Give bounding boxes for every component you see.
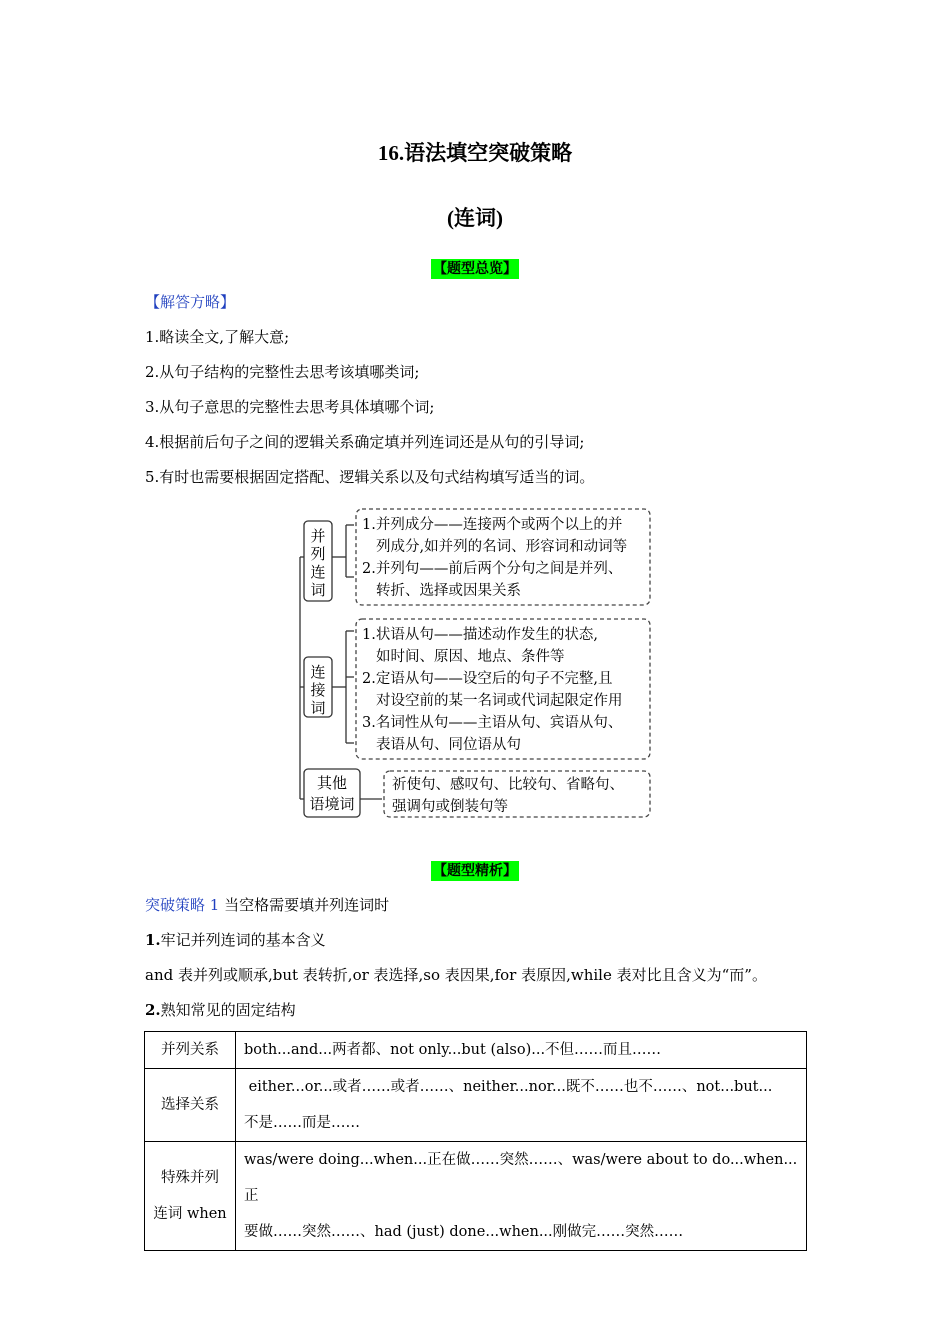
branch3-detail-1: 祈使句、感叹句、比较句、省略句、: [392, 777, 624, 793]
branch2-detail-5: 3.名词性从句——主语从句、宾语从句、: [362, 715, 623, 731]
table-row: [145, 1032, 807, 1069]
branch1-label-2: 列: [310, 545, 326, 563]
branch2-detail-1: 1.状语从句——描述动作发生的状态,: [362, 627, 598, 643]
page-title: 16.语法填空突破策略: [377, 141, 573, 165]
table-value-cell: [236, 1069, 807, 1142]
branch1-detail-1: 1.并列成分——连接两个或两个以上的并: [362, 517, 623, 533]
branch2-detail-4: 对设空前的某一名词或代词起限定作用: [376, 693, 623, 709]
branch2-label-2: 接: [310, 681, 326, 699]
table-row: [145, 1142, 807, 1251]
point2-number: 2.: [145, 1001, 161, 1019]
branch3-label-2: 语境词: [309, 795, 355, 813]
point1-body: and 表并列或顺承,but 表转折,or 表选择,so 表因果,for 表原因,while 表对比且含义为“而”。: [145, 966, 767, 984]
branch2-label-3: 词: [310, 699, 326, 717]
point1-title: 牢记并列连词的基本含义: [160, 931, 326, 949]
table-key-cell: [145, 1142, 236, 1251]
branch1-detail-4: 转折、选择或因果关系: [376, 583, 521, 599]
table-value-line: either...or...或者……或者……、neither...nor...既不……也不……、not...but...: [244, 1079, 773, 1095]
analysis-tag: [0, 860, 950, 880]
branch1-detail-3: 2.并列句——前后两个分句之间是并列、: [362, 561, 623, 577]
fixed-structure-table: [144, 1031, 807, 1251]
page-subtitle: (连词): [447, 206, 503, 230]
table-key-cell: 并列关系: [145, 1032, 236, 1069]
branch3-label-1: 其他: [316, 774, 348, 792]
strategy1-text: 当空格需要填并列连词时: [219, 896, 390, 914]
branch2-detail-3: 2.定语从句——设空后的句子不完整,且: [362, 671, 613, 687]
answer-strategy-heading: 【解答方略】: [145, 293, 236, 311]
branch1-label-3: 连: [310, 563, 326, 581]
table-value-line: 要做……突然……、had (just) done...when...刚做完……突然……: [244, 1224, 684, 1240]
table-value-line: 不是……而是……: [244, 1115, 360, 1131]
table-key-line: 连词 when: [153, 1206, 227, 1222]
branch2-label-1: 连: [310, 663, 326, 681]
branch2-detail-2: 如时间、原因、地点、条件等: [376, 649, 565, 665]
branch1-label-4: 词: [310, 581, 326, 599]
strategy-step-2: 2.从句子结构的完整性去思考该填哪类词;: [145, 363, 420, 381]
branch1-detail-2: 列成分,如并列的名词、形容词和动词等: [376, 539, 628, 555]
strategy1-heading: [145, 894, 389, 915]
branch3-detail-2: 强调句或倒装句等: [392, 799, 508, 815]
strategy-step-5: 5.有时也需要根据固定搭配、逻辑关系以及句式结构填写适当的词。: [145, 468, 595, 486]
table-value-line: both...and...两者都、not only...but (also)...不但……而且……: [244, 1042, 662, 1058]
overview-tag-text: 【题型总览】: [433, 261, 517, 277]
table-value-cell: [236, 1142, 807, 1251]
table-value-line: was/were doing...when...正在做……突然……、was/were about to do...when...正: [244, 1152, 798, 1204]
point2-heading: [145, 999, 296, 1020]
table-row: [145, 1069, 807, 1142]
table-key-cell: 选择关系: [145, 1069, 236, 1142]
table-key-line: 特殊并列: [161, 1170, 219, 1186]
strategy1-label: 突破策略 1: [145, 896, 220, 914]
strategy-step-4: 4.根据前后句子之间的逻辑关系确定填并列连词还是从句的引导词;: [145, 433, 585, 451]
point1-number: 1.: [145, 931, 161, 949]
point2-title: 熟知常见的固定结构: [160, 1001, 296, 1019]
analysis-tag-text: 【题型精析】: [433, 863, 517, 879]
branch2-detail-6: 表语从句、同位语从句: [376, 737, 521, 753]
branch1-label-1: 并: [310, 527, 326, 545]
conjunction-mind-map: [290, 505, 660, 825]
overview-tag: [0, 258, 950, 278]
strategy-step-1: 1.略读全文,了解大意;: [145, 328, 290, 346]
point1-heading: [145, 929, 326, 950]
strategy-step-3: 3.从句子意思的完整性去思考具体填哪个词;: [145, 398, 435, 416]
table-value-cell: [236, 1032, 807, 1069]
